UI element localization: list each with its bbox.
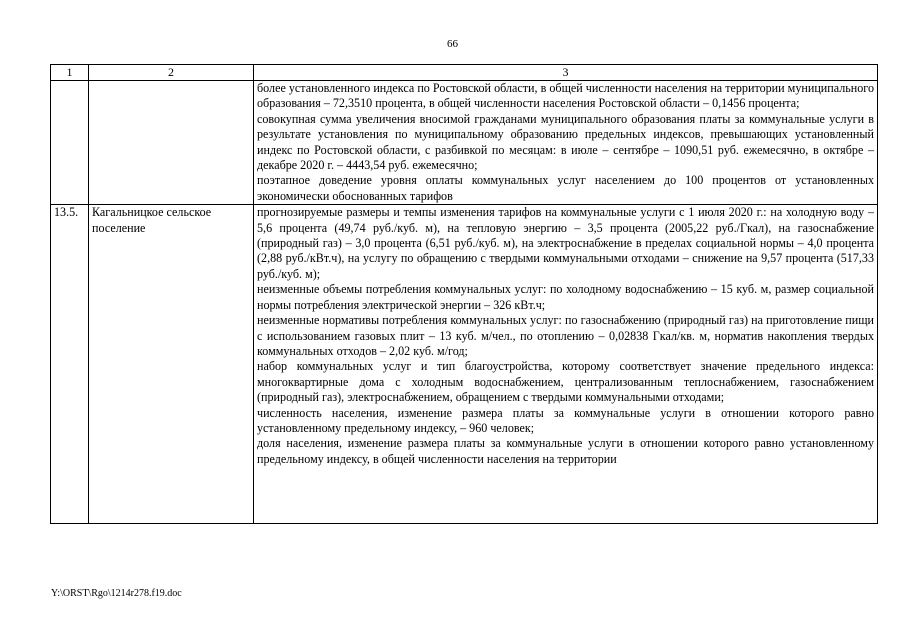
column-header-2: 2: [89, 65, 254, 81]
description-cell: [254, 205, 878, 524]
table-row: [51, 81, 878, 205]
paragraph: совокупная сумма увеличения вносимой гражданами муниципального образования платы за коммунальные услуги в результате установления по муниципальному образованию предельных индексов, превышающих установленный индекс по Ростовской области, с разбивкой по месяцам: в июле – сентябре – 1090,51 руб. ежемесячно, в октябре – декабре 2020 г. – 4443,54 руб. ежемесячно;: [257, 111, 874, 173]
row-number-cell: 13.5.: [51, 205, 89, 524]
document-table: [50, 64, 878, 524]
municipality-name-cell: Кагальницкое сельское поселение: [89, 205, 254, 524]
paragraph: доля населения, изменение размера платы за коммунальные услуги в отношении которого равно установленному предельному индексу, в общей численности населения на территории: [257, 436, 874, 466]
file-path-footer: Y:\ORST\Rgo\1214r278.f19.doc: [51, 588, 182, 599]
paragraph: поэтапное доведение уровня оплаты коммунальных услуг населением до 100 процентов от установленных экономически обоснованных тарифов: [257, 173, 874, 203]
column-header-3: 3: [254, 65, 878, 81]
paragraph: прогнозируемые размеры и темпы изменения тарифов на коммунальные услуги с 1 июля 2020 г.: на холодную воду – 5,6 процента (49,74 руб./куб. м), на тепловую энергию – 3,5 процента (2005,22 руб./Гкал), на газоснабжение (природный газ) – 3,0 процента (6,51 руб./куб. м), на электроснабжение в пределах социальной нормы – 4,0 процента (2,88 руб./кВт.ч), на услугу по обращению с твердыми коммунальными отходами – снижение на 9,57 процента (517,33 руб./куб. м);: [257, 205, 874, 281]
paragraph: более установленного индекса по Ростовской области, в общей численности населения на территории муниципального образования – 72,3510 процента, в общей численности населения Ростовской области – 0,1456 процента;: [257, 81, 874, 111]
page-number: 66: [447, 38, 458, 50]
paragraph: численность населения, изменение размера платы за коммунальные услуги в отношении которого равно установленному предельному индексу, – 960 человек;: [257, 405, 874, 435]
paragraph: неизменные нормативы потребления коммунальных услуг: по газоснабжению (природный газ) на приготовление пищи с использованием газовых плит – 13 куб. м/чел., по отоплению – 0,02838 Гкал/кв. м, норматив накопления твердых коммунальных отходов – 2,02 куб. м/год;: [257, 313, 874, 358]
municipality-name-cell: [89, 81, 254, 205]
table-header-row: [51, 65, 878, 81]
table-row: [51, 205, 878, 524]
column-header-1: 1: [51, 65, 89, 81]
paragraph: набор коммунальных услуг и тип благоустройства, которому соответствует значение предельного индекса: многоквартирные дома с холодным водоснабжением, централизованным теплоснабжением, газоснабжением (природный газ), электроснабжением, обращением с твердыми коммунальными отходами;: [257, 359, 874, 405]
row-number-cell: [51, 81, 89, 205]
description-cell: [254, 81, 878, 205]
paragraph: неизменные объемы потребления коммунальных услуг: по холодному водоснабжению – 15 куб. м, размер социальной нормы потребления электрической энергии – 326 кВт.ч;: [257, 282, 874, 312]
